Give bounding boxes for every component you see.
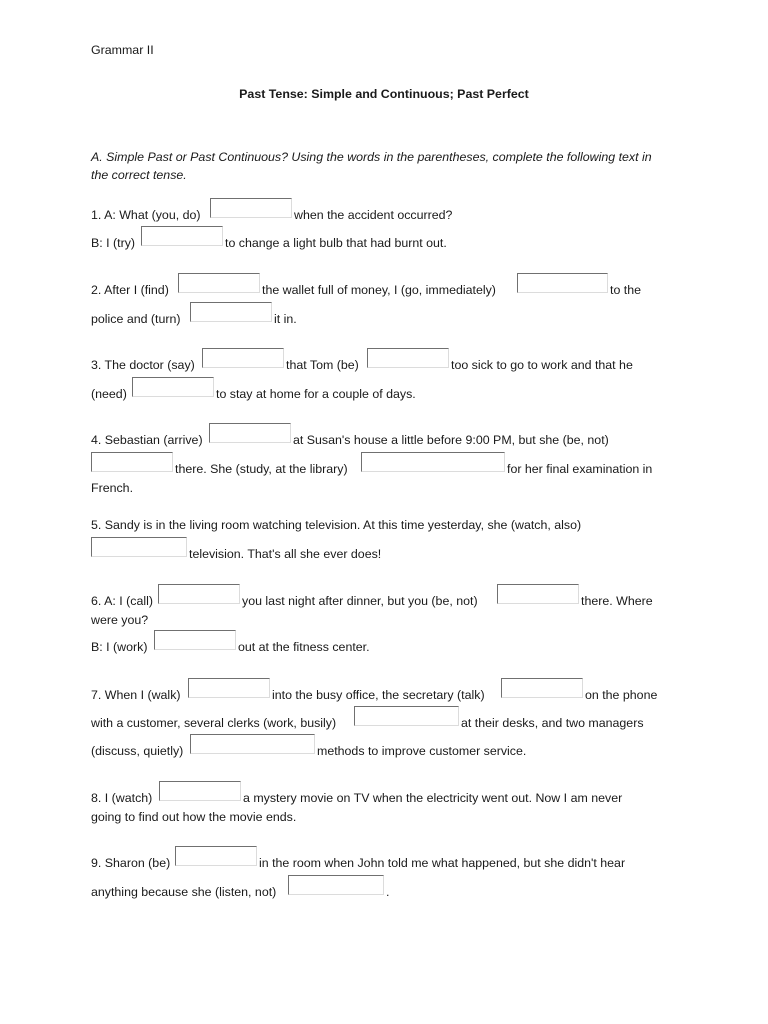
q8-text-2: a mystery movie on TV when the electricity went out. Now I am never bbox=[243, 791, 623, 805]
q4-text-1: 4. Sebastian (arrive) bbox=[91, 433, 203, 447]
q4-answer-blank-2[interactable] bbox=[91, 452, 173, 472]
q3-text-3: too sick to go to work and that he bbox=[451, 358, 633, 372]
page-header: Grammar II bbox=[91, 43, 154, 57]
q2-answer-blank-3[interactable] bbox=[190, 302, 272, 322]
q9-answer-blank-1[interactable] bbox=[175, 846, 257, 866]
q9-text-1: 9. Sharon (be) bbox=[91, 856, 171, 870]
q6-text-5: B: I (work) bbox=[91, 640, 148, 654]
q8-answer-blank-1[interactable] bbox=[159, 781, 241, 801]
q4-text-2: at Susan's house a little before 9:00 PM, but she (be, not) bbox=[293, 433, 609, 447]
q3-text-1: 3. The doctor (say) bbox=[91, 358, 195, 372]
q3-text-4: (need) bbox=[91, 387, 127, 401]
section-a-instructions: A. Simple Past or Past Continuous? Using the words in the parentheses, complete the following text in the correct tense. bbox=[91, 150, 652, 182]
q2-text-1: 2. After I (find) bbox=[91, 283, 169, 297]
q5-answer-blank-1[interactable] bbox=[91, 537, 187, 557]
q2-answer-blank-1[interactable] bbox=[178, 273, 260, 293]
q2-text-4: police and (turn) bbox=[91, 312, 181, 326]
q6-answer-blank-2[interactable] bbox=[497, 584, 579, 604]
q9-text-4: . bbox=[386, 885, 390, 899]
q7-text-6: (discuss, quietly) bbox=[91, 744, 184, 758]
q3-answer-blank-2[interactable] bbox=[367, 348, 449, 368]
q6-answer-blank-3[interactable] bbox=[154, 630, 236, 650]
q1-answer-blank-2[interactable] bbox=[141, 226, 223, 246]
q3-answer-blank-3[interactable] bbox=[132, 377, 214, 397]
q7-text-5: at their desks, and two managers bbox=[461, 716, 644, 730]
q3-text-2: that Tom (be) bbox=[286, 358, 359, 372]
q1-text-b1: B: I (try) bbox=[91, 236, 136, 250]
q4-text-4: for her final examination in bbox=[507, 462, 653, 476]
q9-answer-blank-2[interactable] bbox=[288, 875, 384, 895]
q4-answer-blank-3[interactable] bbox=[361, 452, 505, 472]
page-title: Past Tense: Simple and Continuous; Past Perfect bbox=[239, 87, 529, 101]
q4-text-5: French. bbox=[91, 481, 134, 495]
q8-text-3: going to find out how the movie ends. bbox=[91, 810, 297, 824]
q3-text-5: to stay at home for a couple of days. bbox=[216, 387, 416, 401]
q9-text-3: anything because she (listen, not) bbox=[91, 885, 277, 899]
q2-text-3: to the bbox=[610, 283, 642, 297]
q7-answer-blank-4[interactable] bbox=[190, 734, 315, 754]
q7-text-4: with a customer, several clerks (work, busily) bbox=[91, 716, 337, 730]
q7-text-2: into the busy office, the secretary (talk) bbox=[272, 688, 485, 702]
q1-answer-blank-1[interactable] bbox=[210, 198, 292, 218]
q6-text-3: there. Where bbox=[581, 594, 653, 608]
q5-text-1: 5. Sandy is in the living room watching television. At this time yesterday, she (watch, also) bbox=[91, 518, 582, 532]
q4-text-3: there. She (study, at the library) bbox=[175, 462, 348, 476]
q4-answer-blank-1[interactable] bbox=[209, 423, 291, 443]
q1-text-a2: when the accident occurred? bbox=[294, 208, 453, 222]
q1-text-b2: to change a light bulb that had burnt out. bbox=[225, 236, 447, 250]
q2-text-2: the wallet full of money, I (go, immediately) bbox=[262, 283, 496, 297]
q2-text-5: it in. bbox=[274, 312, 297, 326]
q1-text-a1: 1. A: What (you, do) bbox=[91, 208, 201, 222]
q7-text-7: methods to improve customer service. bbox=[317, 744, 527, 758]
q2-answer-blank-2[interactable] bbox=[517, 273, 608, 293]
q6-text-1: 6. A: I (call) bbox=[91, 594, 153, 608]
q6-text-4: were you? bbox=[91, 613, 149, 627]
q5-text-2: television. That's all she ever does! bbox=[189, 547, 382, 561]
q7-answer-blank-3[interactable] bbox=[354, 706, 459, 726]
q7-answer-blank-1[interactable] bbox=[188, 678, 270, 698]
q7-text-1: 7. When I (walk) bbox=[91, 688, 181, 702]
q7-answer-blank-2[interactable] bbox=[501, 678, 583, 698]
q6-answer-blank-1[interactable] bbox=[158, 584, 240, 604]
q6-text-6: out at the fitness center. bbox=[238, 640, 370, 654]
q3-answer-blank-1[interactable] bbox=[202, 348, 284, 368]
q9-text-2: in the room when John told me what happened, but she didn't hear bbox=[259, 856, 626, 870]
q8-text-1: 8. I (watch) bbox=[91, 791, 153, 805]
q7-text-3: on the phone bbox=[585, 688, 658, 702]
q6-text-2: you last night after dinner, but you (be, not) bbox=[242, 594, 478, 608]
